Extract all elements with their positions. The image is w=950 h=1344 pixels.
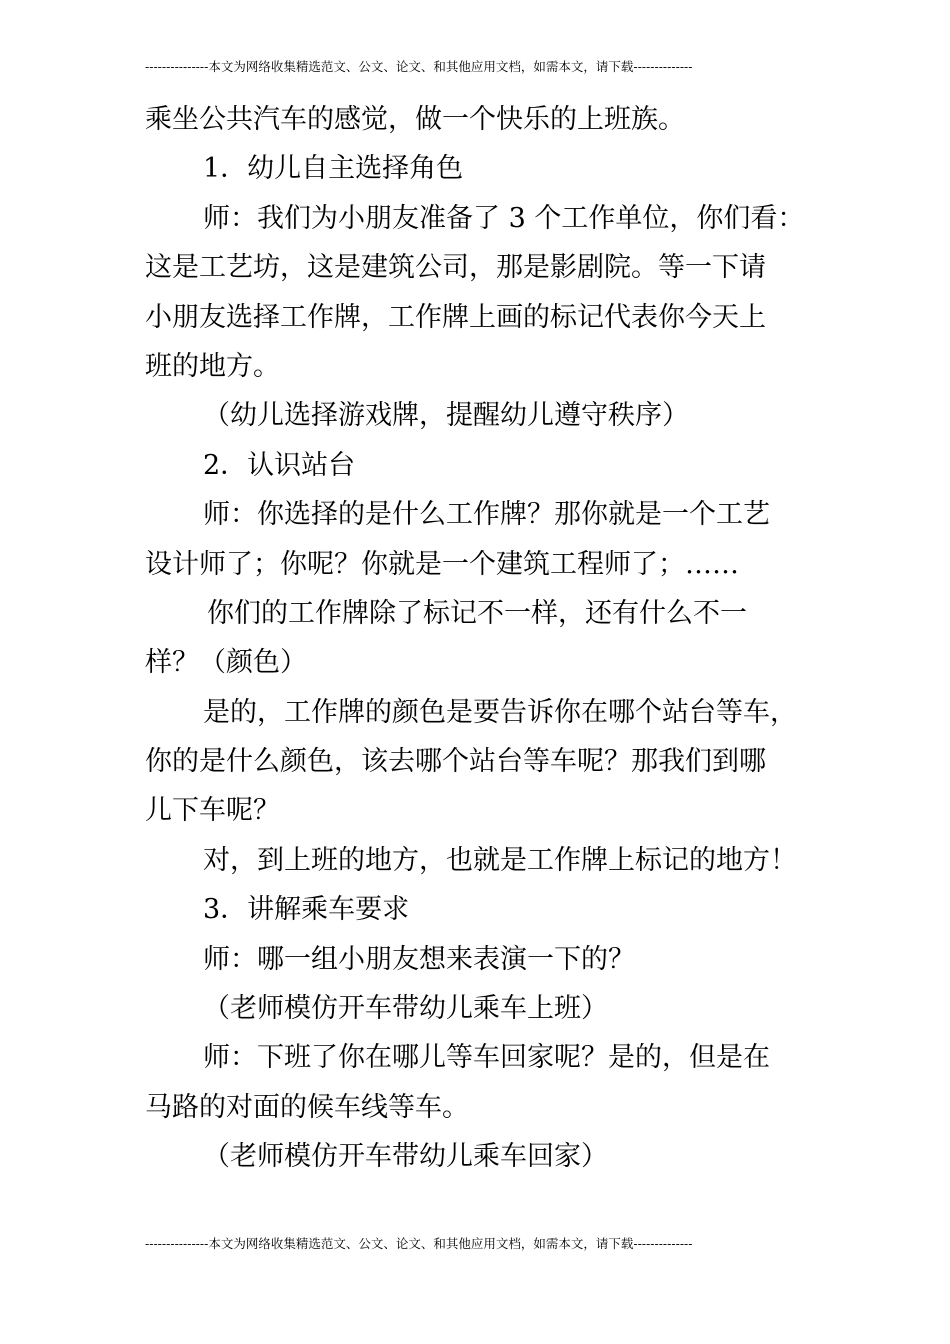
text-line: 班的地方。 <box>145 350 280 382</box>
text-line: （幼儿选择游戏牌，提醒幼儿遵守秩序） <box>203 400 689 432</box>
text-line: （老师模仿开车带幼儿乘车上班） <box>203 993 608 1025</box>
text-line: 这是工艺坊，这是建筑公司，那是影剧院。等一下请 <box>145 252 766 284</box>
section-heading-3: 3．讲解乘车要求 <box>203 894 410 926</box>
text-line: 对，到上班的地方，也就是工作牌上标记的地方！ <box>203 844 797 876</box>
text-line: 你的是什么颜色，该去哪个站台等车呢？那我们到哪 <box>145 746 766 778</box>
text-line: 小朋友选择工作牌，工作牌上画的标记代表你今天上 <box>145 301 766 333</box>
header-banner: ---------------本文为网络收集精选范文、公文、论文、和其他应用文档，如需本文，请下载-------------- <box>145 59 693 74</box>
text-line: 师：我们为小朋友准备了 3 个工作单位，你们看： <box>203 202 805 234</box>
text-line: 乘坐公共汽车的感觉，做一个快乐的上班族。 <box>145 104 685 135</box>
section-heading-2: 2．认识站台 <box>203 449 356 481</box>
text-line: 师：你选择的是什么工作牌？那你就是一个工艺 <box>203 499 770 531</box>
section-heading-1: 1．幼儿自主选择角色 <box>203 153 464 185</box>
text-line: 你们的工作牌除了标记不一样，还有什么不一 <box>207 597 747 629</box>
text-line: 儿下车呢？ <box>145 795 280 827</box>
text-line: 马路的对面的候车线等车。 <box>145 1091 469 1123</box>
footer-banner: ---------------本文为网络收集精选范文、公文、论文、和其他应用文档，如需本文，请下载-------------- <box>145 1236 693 1251</box>
text-line: 样？（颜色） <box>145 647 307 679</box>
text-line: 是的，工作牌的颜色是要告诉你在哪个站台等车， <box>203 696 797 728</box>
text-line: 设计师了；你呢？你就是一个建筑工程师了；…… <box>145 548 739 580</box>
text-line: （老师模仿开车带幼儿乘车回家） <box>203 1141 608 1173</box>
text-line: 师：哪一组小朋友想来表演一下的？ <box>203 943 635 975</box>
document-body <box>145 95 810 1182</box>
text-line: 师：下班了你在哪儿等车回家呢？是的，但是在 <box>203 1042 770 1074</box>
